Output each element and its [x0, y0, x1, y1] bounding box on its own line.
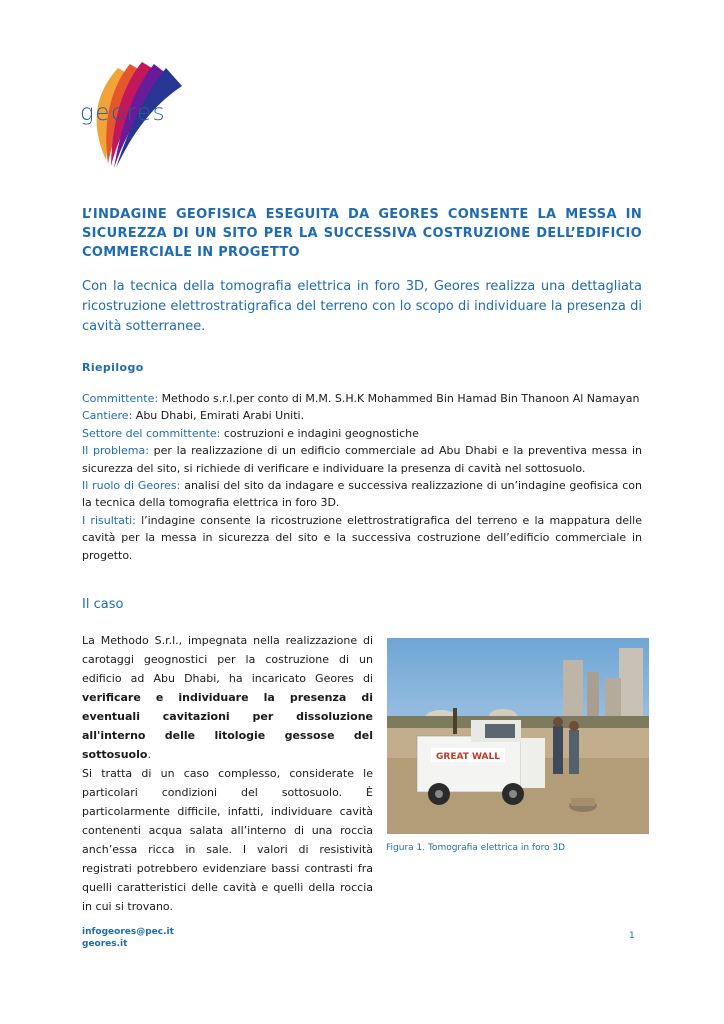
- footer-contacts: [82, 926, 174, 950]
- summary-label: I risultati:: [82, 513, 136, 527]
- page-number: 1: [629, 931, 635, 941]
- summary-item-cantiere: [82, 407, 642, 424]
- summary-label: Settore del committente:: [82, 426, 221, 440]
- summary-item-committente: [82, 390, 642, 407]
- caso-text: .: [147, 748, 151, 761]
- section-heading-riepilogo: Riepilogo: [82, 361, 144, 374]
- summary-value: Methodo s.r.l.per conto di M.M. S.H.K Mohammed Bin Hamad Bin Thanoon Al Namayan: [161, 392, 640, 405]
- summary-label: Il ruolo di Geores:: [82, 479, 181, 493]
- summary-value: l’indagine consente la ricostruzione elettrostratigrafica del terreno e la mappatura delle cavità per la messa in sicurezza del sito e la successiva costruzione dell’edificio commerciale in progetto.: [82, 513, 642, 562]
- summary-item-ruolo: [82, 477, 642, 512]
- footer-email[interactable]: infogeores@pec.it: [82, 927, 174, 937]
- summary-block: [82, 390, 642, 564]
- intro-paragraph: Con la tecnica della tomografia elettrica in foro 3D, Geores realizza una dettagliata ricostruzione elettrostratigrafica del terreno con lo scopo di individuare la presenza di cavità sotterranee.: [82, 279, 642, 334]
- summary-label: Cantiere:: [82, 409, 133, 423]
- page-title: L’INDAGINE GEOFISICA ESEGUITA DA GEORES CONSENTE LA MESSA IN SICUREZZA DI UN SITO PER LA SUCCESSIVA COSTRUZIONE DELL’EDIFICIO COMMERCIALE IN PROGETTO: [82, 207, 642, 260]
- summary-label: Committente:: [82, 392, 159, 405]
- caso-bold-text: verificare e individuare la presenza di eventuali cavitazioni per dissoluzione all'interno delle litologie gessose del sottosuolo: [82, 691, 373, 761]
- summary-value: per la realizzazione di un edificio commerciale ad Abu Dhabi e la preventiva messa in sicurezza del sito, si richiede di verificare e individuare la presenza di cavità nel sottosuolo.: [82, 444, 643, 475]
- summary-value: costruzioni e indagini geognostiche: [223, 426, 419, 440]
- site-photo: [387, 638, 649, 834]
- truck-label: GREAT WALL: [436, 752, 500, 762]
- summary-value: Abu Dhabi, Emirati Arabi Uniti.: [135, 409, 305, 423]
- footer-site[interactable]: geores.it: [82, 939, 128, 949]
- caso-paragraph-1: [82, 631, 373, 764]
- summary-item-problema: [82, 442, 642, 477]
- logo-wordmark: geores: [80, 100, 167, 126]
- summary-label: Il problema:: [82, 444, 149, 458]
- caso-text: La Methodo S.r.l., impegnata nella realizzazione di carotaggi geognostici per la costruzione di un edificio ad Abu Dhabi, ha incaricato Geores di: [82, 634, 373, 685]
- summary-value: analisi del sito da indagare e successiva realizzazione di un’indagine geofisica con la tecnica della tomografia elettrica in foro 3D.: [82, 479, 642, 510]
- figure-caption: Figura 1. Tomografia elettrica in foro 3D: [386, 843, 566, 853]
- caso-paragraph-2: Si tratta di un caso complesso, considerate le particolari condizioni del sottosuolo. È particolarmente difficile, infatti, individuare cavità contenenti acqua salata all’interno di una roccia anch’essa ricca in sale. I valori di resistività registrati potrebbero evidenziare bassi contrasti fra quelli caratteristici delle cavità e quelli della roccia in cui si trovano.: [82, 767, 373, 913]
- summary-item-risultati: [82, 512, 642, 564]
- caso-body: [82, 631, 373, 916]
- summary-item-settore: [82, 425, 642, 442]
- section-heading-caso: Il caso: [82, 597, 124, 612]
